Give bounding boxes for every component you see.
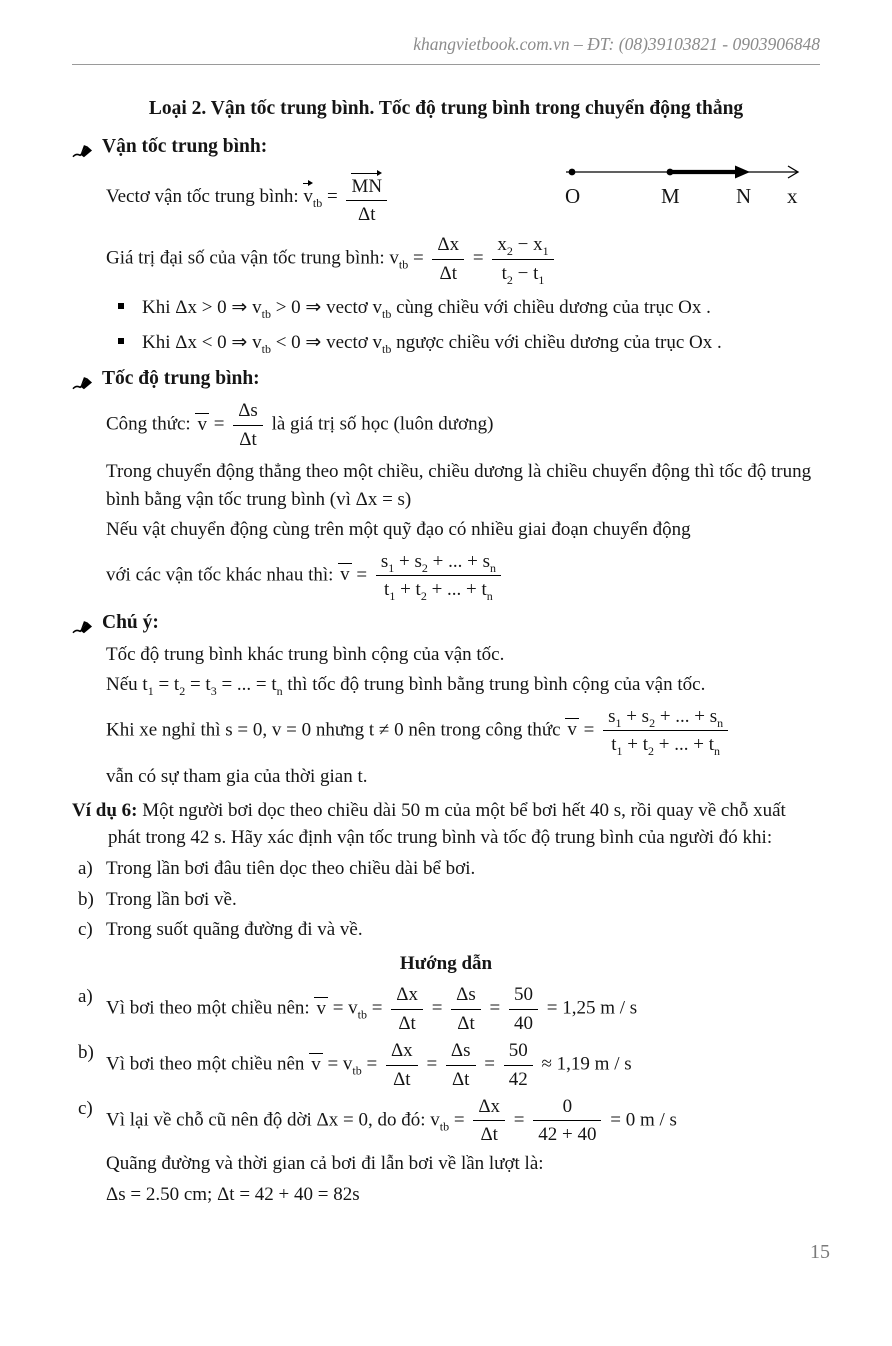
subscript: tb bbox=[352, 1063, 362, 1078]
fraction bbox=[346, 168, 387, 228]
text-run: vẫn có sự tham gia của thời gian t. bbox=[106, 766, 368, 788]
item-letter: a) bbox=[78, 986, 93, 1008]
fraction-numerator bbox=[391, 983, 423, 1010]
text-run: 50 bbox=[508, 1039, 528, 1061]
pen-icon bbox=[72, 616, 93, 631]
subscript: tb bbox=[439, 1119, 450, 1134]
text-run: 50 bbox=[514, 984, 534, 1006]
bullet-text bbox=[142, 332, 722, 357]
subscript: 1 bbox=[542, 244, 549, 259]
fraction-numerator bbox=[473, 1095, 505, 1122]
text-run: Vì bơi theo một chiều nên bbox=[106, 1053, 310, 1075]
subscript: n bbox=[489, 560, 496, 575]
lettered-item bbox=[72, 1039, 820, 1092]
fraction-numerator bbox=[492, 233, 553, 260]
subscript: 2 bbox=[506, 272, 513, 287]
subscript: 3 bbox=[210, 683, 217, 698]
text-run: v bbox=[389, 247, 399, 269]
text-run: = bbox=[408, 247, 429, 269]
paragraph bbox=[106, 763, 820, 791]
text-run: là giá trị số học (luôn dương) bbox=[266, 413, 494, 435]
text-run: + ... + t bbox=[426, 579, 487, 601]
text-run: v bbox=[311, 1053, 321, 1075]
text-run: v bbox=[340, 564, 350, 586]
text-run: = v bbox=[327, 997, 358, 1019]
text-run: Δs bbox=[238, 400, 258, 422]
paragraph bbox=[106, 516, 820, 544]
fraction-denominator bbox=[533, 1121, 601, 1147]
pen-icon bbox=[72, 140, 93, 155]
formula-line bbox=[106, 705, 820, 758]
text-run: = bbox=[449, 1109, 470, 1131]
text-run: Δt bbox=[358, 204, 376, 226]
text-run: Δt bbox=[457, 1013, 475, 1034]
text-run: Δt bbox=[239, 429, 257, 451]
subscript: tb bbox=[261, 342, 271, 357]
formula-line bbox=[106, 399, 820, 452]
text-run: + ... + s bbox=[427, 550, 490, 572]
text-run: cùng chiều với chiều dương của trục Ox . bbox=[391, 296, 711, 318]
fraction-numerator bbox=[346, 168, 387, 202]
lettered-item bbox=[72, 983, 820, 1036]
text-run: v bbox=[430, 1109, 440, 1131]
lettered-item bbox=[72, 1095, 820, 1148]
text-run: + t bbox=[395, 579, 421, 601]
text-run: Trong chuyển động thẳng theo một chiều, chiều dương là chiều chuyển động thì tốc độ trung bình bằng vận tốc trung bình (vì Δx = s) bbox=[106, 460, 812, 510]
section-title bbox=[102, 365, 260, 393]
text-run: + s bbox=[621, 705, 650, 727]
fraction-denominator bbox=[386, 1066, 418, 1092]
bullet-text bbox=[142, 296, 711, 321]
fraction-numerator bbox=[376, 550, 501, 577]
text-run: Trong lần bơi về. bbox=[106, 888, 237, 910]
text-run: Trong lần bơi đâu tiên dọc theo chiều dài bể bơi. bbox=[106, 857, 476, 879]
text-run: Hướng dẫn bbox=[399, 952, 493, 974]
example-text bbox=[108, 800, 786, 849]
subscript: 1 bbox=[615, 715, 622, 730]
center-heading bbox=[72, 950, 820, 978]
square-bullet-item bbox=[118, 329, 820, 357]
text-run: Δx bbox=[390, 1039, 413, 1061]
item-letter: c) bbox=[78, 1097, 93, 1119]
text-run: với các vận tốc khác nhau thì: bbox=[106, 564, 339, 586]
axis-label-x: x bbox=[787, 184, 798, 208]
text-run: = t bbox=[153, 674, 180, 696]
fraction-numerator bbox=[533, 1095, 601, 1122]
text-run: s bbox=[608, 705, 616, 727]
text-run: v bbox=[197, 413, 207, 435]
text-run: = ... = t bbox=[216, 674, 277, 696]
subscript: n bbox=[486, 589, 493, 604]
vector-base bbox=[351, 177, 382, 196]
axis-label-M: M bbox=[661, 184, 680, 208]
subscript: 2 bbox=[506, 244, 513, 259]
fraction bbox=[233, 399, 263, 452]
text-run: ngược chiều với chiều dương của trục Ox . bbox=[391, 332, 722, 354]
text-run: = 1,25 m / s bbox=[542, 997, 638, 1019]
text-run: Chú ý: bbox=[102, 612, 159, 634]
item-letter: b) bbox=[78, 1041, 94, 1063]
section-title bbox=[102, 609, 159, 637]
fraction-numerator bbox=[451, 983, 481, 1010]
section-title bbox=[102, 133, 267, 161]
subscript: 2 bbox=[648, 744, 655, 759]
page-title: Loại 2. Vận tốc trung bình. Tốc độ trung bình trong chuyển động thẳng bbox=[148, 98, 744, 119]
fraction bbox=[451, 983, 481, 1036]
text-run: Vì lại về chỗ cũ nên độ dời Δx = 0, do đó: bbox=[106, 1109, 431, 1131]
text-run: 42 bbox=[508, 1068, 528, 1090]
subscript: 2 bbox=[420, 589, 427, 604]
fraction bbox=[533, 1095, 601, 1148]
subscript: 2 bbox=[179, 683, 186, 698]
square-bullet-icon bbox=[118, 303, 124, 309]
text-run: + s bbox=[394, 550, 422, 572]
item-letter: b) bbox=[78, 888, 94, 910]
paragraph bbox=[106, 458, 820, 513]
example-label: Ví dụ 6: bbox=[72, 799, 138, 821]
subscript: n bbox=[717, 715, 724, 730]
vector-arrowhead-icon bbox=[735, 166, 750, 179]
text-run: Δx bbox=[396, 984, 418, 1006]
axis-label-N: N bbox=[736, 184, 752, 208]
text-run: Δt bbox=[439, 263, 458, 285]
item-text bbox=[106, 855, 820, 883]
text-run: Giá trị đại số của vận tốc trung bình: bbox=[106, 247, 390, 269]
text-run: Δt bbox=[451, 1068, 470, 1090]
text-run: Công thức: bbox=[106, 413, 196, 435]
text-run: = bbox=[484, 997, 506, 1019]
fraction-numerator bbox=[233, 399, 263, 426]
text-run: t bbox=[501, 263, 507, 285]
subscript: tb bbox=[382, 342, 392, 357]
text-run: = 0 m / s bbox=[605, 1109, 677, 1131]
subscript: 1 bbox=[389, 589, 396, 604]
text-run: < 0 ⇒ vectơ v bbox=[270, 332, 383, 354]
text-run: + t bbox=[622, 734, 649, 756]
subscript: 2 bbox=[421, 560, 428, 575]
text-run: Δt bbox=[393, 1068, 411, 1090]
text-run: Δs = 2.50 cm; Δt = 42 + 40 = 82s bbox=[106, 1183, 360, 1205]
text-run: = t bbox=[185, 674, 211, 696]
text-run: Khi xe nghỉ thì s = 0, v = 0 nhưng t ≠ 0 nên trong công thức bbox=[106, 719, 566, 741]
text-run: Tốc độ trung bình khác trung bình cộng của vận tốc. bbox=[106, 643, 505, 665]
paragraph bbox=[106, 1150, 820, 1178]
text-run: = bbox=[322, 185, 343, 207]
fraction-denominator bbox=[603, 731, 728, 757]
fraction-numerator bbox=[446, 1039, 476, 1066]
text-run: + ... + t bbox=[654, 734, 714, 756]
item-text bbox=[106, 1039, 820, 1092]
lettered-item bbox=[72, 855, 820, 883]
vector-arrow-icon bbox=[303, 179, 313, 187]
text-run: Quãng đường và thời gian cả bơi đi lẫn bơi về lần lượt là: bbox=[106, 1153, 544, 1175]
formula-line bbox=[106, 550, 820, 603]
text-run: v bbox=[303, 185, 313, 207]
subscript: n bbox=[713, 744, 720, 759]
formula-line bbox=[106, 233, 820, 286]
vector-base bbox=[303, 187, 313, 206]
subscript: 2 bbox=[649, 715, 656, 730]
text-run: t bbox=[384, 579, 390, 601]
page-header: khangvietbook.com.vn – ĐT: (08)39103821 - 0903906848 bbox=[413, 34, 820, 54]
text-run: 42 + 40 bbox=[538, 1124, 597, 1146]
square-bullet-item bbox=[118, 294, 820, 322]
text-run: Δx bbox=[478, 1095, 501, 1117]
fraction-numerator bbox=[509, 983, 538, 1010]
text-run: = bbox=[367, 997, 388, 1019]
text-run: v bbox=[567, 719, 577, 741]
text-run: Vận tốc trung bình: bbox=[102, 136, 268, 158]
section-heading bbox=[72, 365, 820, 393]
fraction bbox=[492, 233, 553, 286]
vector-expression bbox=[351, 169, 382, 196]
fraction-denominator bbox=[509, 1010, 538, 1036]
overbar-expression bbox=[565, 718, 579, 740]
fraction-denominator bbox=[492, 260, 553, 286]
text-run: = bbox=[468, 247, 489, 269]
text-run: > 0 ⇒ vectơ v bbox=[270, 296, 383, 318]
text-run: Khi Δx > 0 ⇒ v bbox=[142, 296, 262, 318]
text-run: Δt bbox=[398, 1013, 416, 1034]
fraction bbox=[432, 233, 464, 286]
pen-icon bbox=[72, 372, 93, 387]
fraction bbox=[509, 983, 538, 1036]
fraction-denominator bbox=[504, 1066, 533, 1092]
text-run: Δs bbox=[450, 1039, 471, 1061]
text-run: − t bbox=[512, 263, 539, 285]
fraction-denominator bbox=[391, 1010, 423, 1036]
paragraph bbox=[106, 641, 820, 669]
text-run: thì tốc độ trung bình bằng trung bình cộng của vận tốc. bbox=[282, 674, 706, 696]
item-letter: a) bbox=[78, 857, 93, 879]
subscript: tb bbox=[357, 1007, 368, 1022]
text-run: Tốc độ trung bình: bbox=[102, 368, 260, 389]
item-text bbox=[106, 886, 820, 914]
text-run: MN bbox=[351, 175, 383, 197]
subscript: 1 bbox=[147, 683, 154, 698]
text-run: Trong suốt quãng đường đi và về. bbox=[106, 919, 363, 941]
fraction bbox=[603, 705, 728, 758]
fraction-numerator bbox=[386, 1039, 418, 1066]
text-run: = bbox=[426, 997, 448, 1019]
fraction bbox=[376, 550, 501, 603]
item-text bbox=[106, 1095, 820, 1148]
subscript: tb bbox=[382, 306, 392, 321]
text-run: = bbox=[208, 413, 230, 435]
axis-label-O: O bbox=[565, 184, 581, 208]
text-run: = bbox=[351, 564, 372, 586]
overbar-expression bbox=[338, 563, 352, 585]
section-heading bbox=[72, 609, 820, 637]
text-run: Nếu vật chuyển động cùng trên một quỹ đạo có nhiều giai đoạn chuyển động bbox=[106, 519, 691, 541]
subscript: 1 bbox=[616, 744, 623, 759]
text-run: − x bbox=[512, 234, 543, 256]
text-run: v bbox=[316, 997, 326, 1019]
text-run: ≈ 1,19 m / s bbox=[536, 1053, 632, 1075]
vector-arrow-icon bbox=[351, 169, 382, 177]
text-run: = bbox=[421, 1053, 442, 1075]
text-run: s bbox=[380, 550, 389, 572]
subscript: 1 bbox=[388, 560, 395, 575]
paragraph bbox=[106, 671, 820, 699]
fraction-numerator bbox=[432, 233, 464, 260]
fraction-denominator bbox=[451, 1010, 481, 1036]
text-run: 40 bbox=[514, 1013, 534, 1034]
document-content bbox=[72, 133, 820, 1208]
text-run: = bbox=[578, 719, 600, 741]
text-run: Khi Δx < 0 ⇒ v bbox=[142, 332, 262, 354]
subscript: n bbox=[276, 683, 283, 698]
example-paragraph bbox=[72, 797, 820, 852]
text-run: Δt bbox=[480, 1124, 498, 1146]
text-run: Vì bơi theo một chiều nên: bbox=[106, 997, 315, 1019]
axis-diagram bbox=[558, 156, 808, 208]
lettered-item bbox=[72, 916, 820, 944]
fraction-denominator bbox=[473, 1121, 505, 1147]
fraction-denominator bbox=[346, 201, 387, 227]
text-run: = v bbox=[322, 1053, 353, 1075]
text-run: Δs bbox=[456, 984, 476, 1006]
fraction bbox=[446, 1039, 476, 1092]
overbar-expression bbox=[314, 997, 328, 1019]
subscript: tb bbox=[312, 195, 323, 210]
text-run: Δx bbox=[437, 234, 460, 256]
text-run: x bbox=[497, 234, 507, 256]
text-run: 0 bbox=[562, 1095, 573, 1117]
subscript: 1 bbox=[538, 272, 545, 287]
lettered-item bbox=[72, 886, 820, 914]
text-run: Một người bơi dọc theo chiều dài 50 m của một bể bơi hết 40 s, rồi quay về chỗ xuất phát trong 42 s. Hãy xác định vận tốc trung bình và tốc độ trung bình của người đó khi: bbox=[108, 799, 786, 849]
text-run: = bbox=[509, 1109, 530, 1131]
subscript: tb bbox=[261, 306, 271, 321]
item-letter: c) bbox=[78, 919, 93, 941]
fraction bbox=[504, 1039, 533, 1092]
item-text bbox=[106, 916, 820, 944]
overbar-expression bbox=[195, 413, 209, 435]
point-O-dot bbox=[569, 169, 576, 176]
fraction bbox=[391, 983, 423, 1036]
item-text bbox=[106, 983, 820, 1036]
text-run: t bbox=[611, 734, 617, 756]
vector-expression bbox=[303, 179, 313, 206]
fraction bbox=[386, 1039, 418, 1092]
fraction-denominator bbox=[376, 576, 501, 602]
paragraph bbox=[106, 1181, 820, 1209]
text-run: Nếu t bbox=[106, 674, 148, 696]
fraction-numerator bbox=[603, 705, 728, 732]
fraction bbox=[473, 1095, 505, 1148]
fraction-numerator bbox=[504, 1039, 533, 1066]
subscript: tb bbox=[398, 257, 409, 272]
text-run: = bbox=[361, 1053, 382, 1075]
overbar-expression bbox=[309, 1053, 323, 1075]
header-rule bbox=[72, 64, 820, 65]
text-run: Vectơ vận tốc trung bình: bbox=[106, 185, 304, 207]
text-run: + ... + s bbox=[655, 705, 718, 727]
page-number: 15 bbox=[810, 1241, 830, 1263]
text-run: = bbox=[479, 1053, 500, 1075]
fraction-denominator bbox=[432, 260, 464, 286]
fraction-denominator bbox=[446, 1066, 476, 1092]
fraction-denominator bbox=[233, 426, 263, 452]
square-bullet-icon bbox=[118, 338, 124, 344]
